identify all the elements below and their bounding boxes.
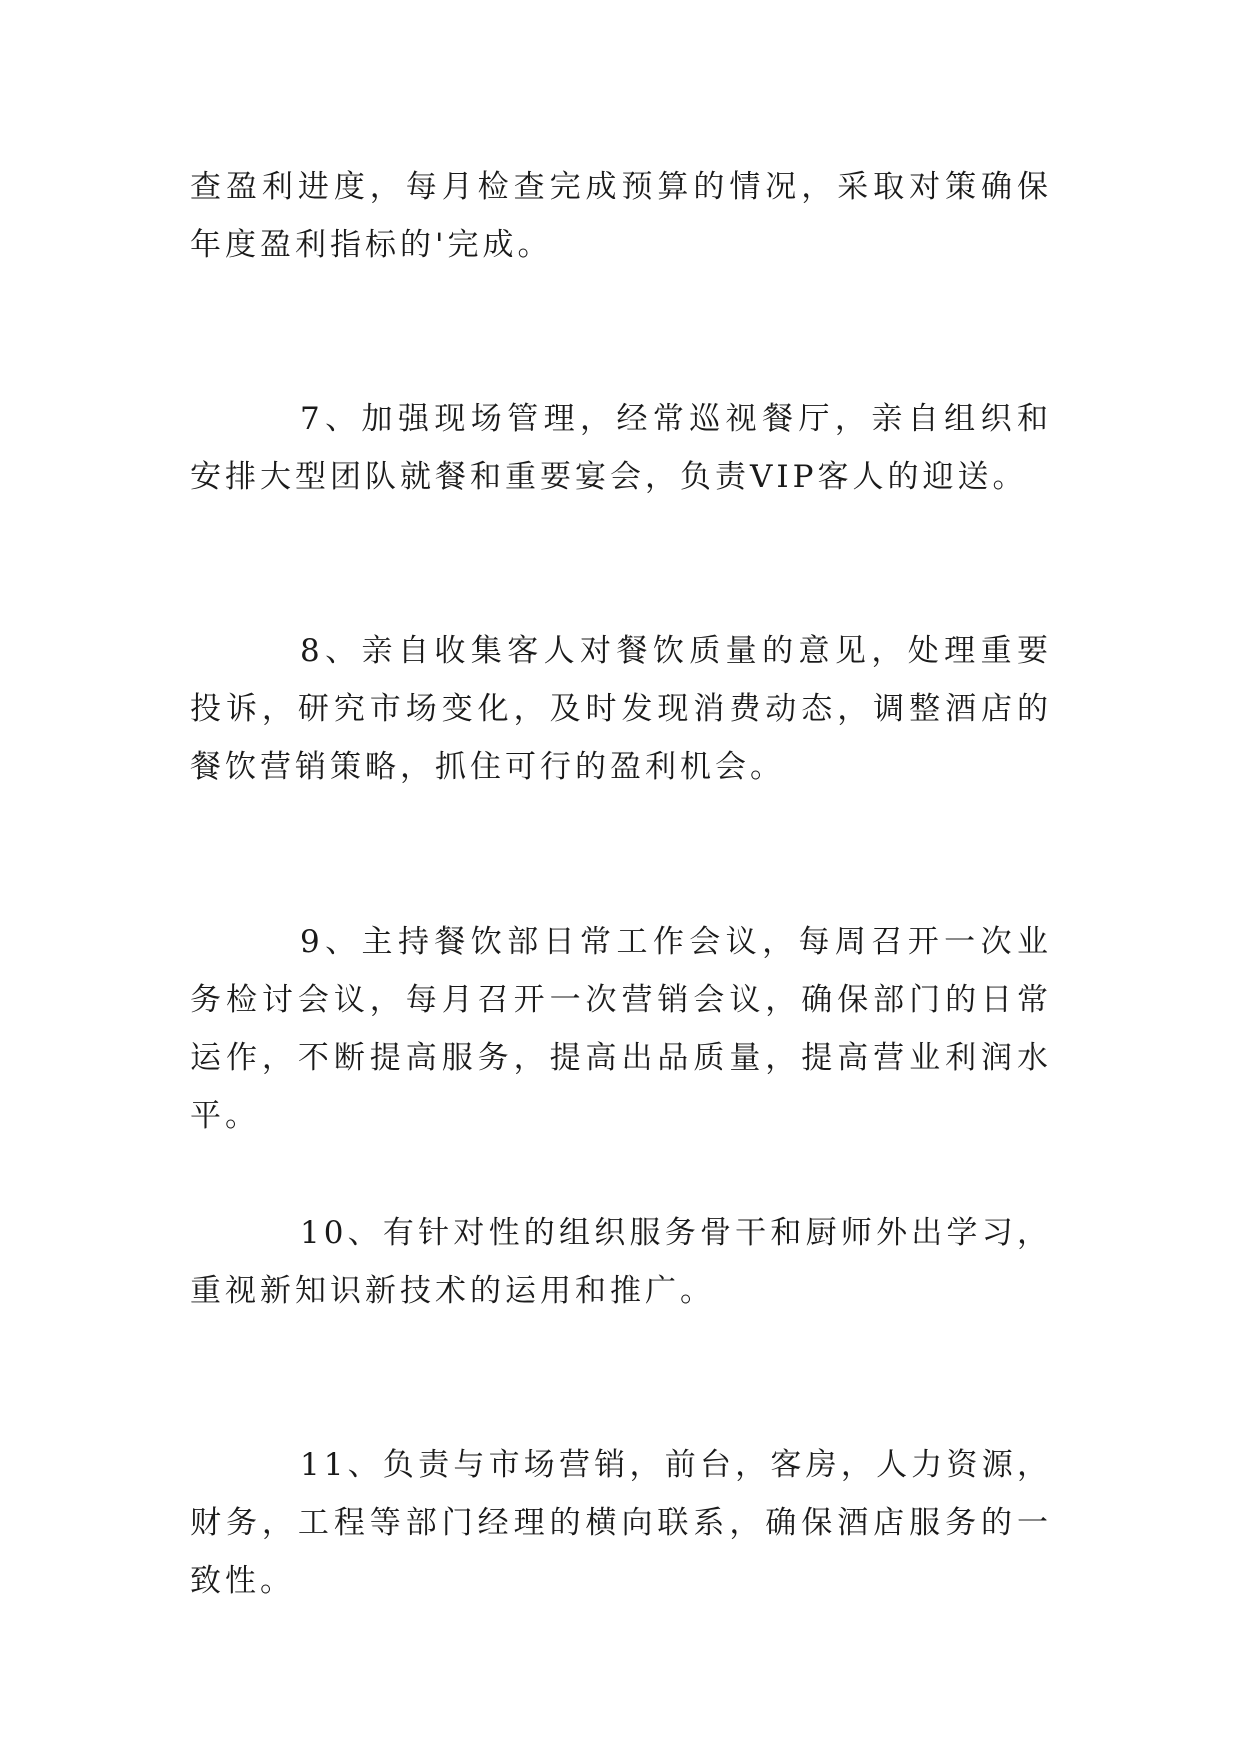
paragraph-item-9: 9、主持餐饮部日常工作会议，每周召开一次业务检讨会议，每月召开一次营销会议，确保部门的日常运作，不断提高服务，提高出品质量，提高营业利润水平。 bbox=[190, 924, 1052, 1134]
paragraph-item-8: 8、亲自收集客人对餐饮质量的意见，处理重要投诉，研究市场变化，及时发现消费动态，调整酒店的餐饮营销策略，抓住可行的盈利机会。 bbox=[190, 633, 1052, 785]
paragraph-item-10: 10、有针对性的组织服务骨干和厨师外出学习，重视新知识新技术的运用和推广。 bbox=[190, 1215, 1052, 1309]
paragraph-item-11: 11、负责与市场营销，前台，客房，人力资源，财务，工程等部门经理的横向联系，确保酒店服务的一致性。 bbox=[190, 1447, 1052, 1599]
paragraph-item-7: 7、加强现场管理，经常巡视餐厅，亲自组织和安排大型团队就餐和重要宴会，负责VIP客人的迎送。 bbox=[190, 401, 1052, 495]
paragraph-continuation: 查盈利进度，每月检查完成预算的情况，采取对策确保年度盈利指标的'完成。 bbox=[190, 169, 1052, 263]
